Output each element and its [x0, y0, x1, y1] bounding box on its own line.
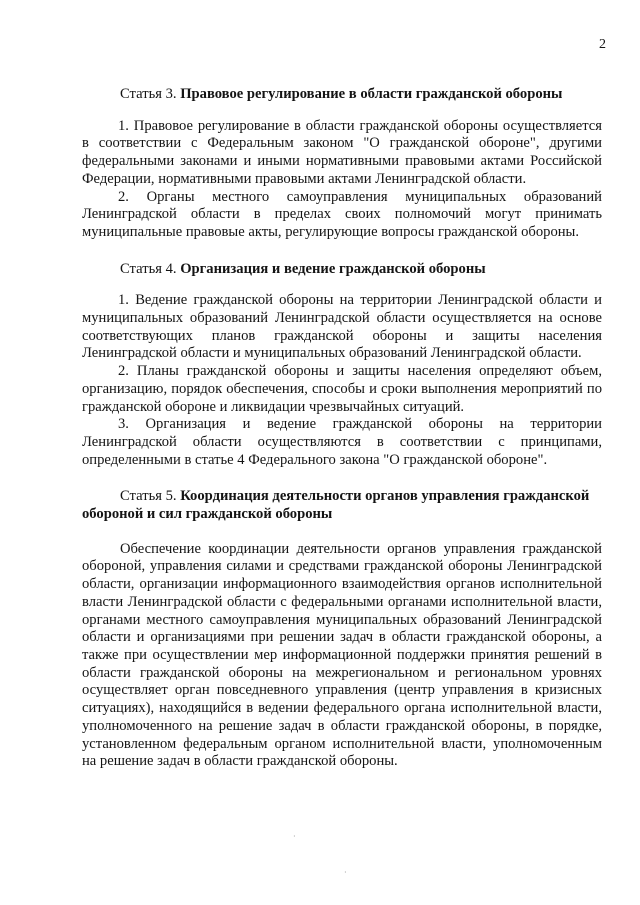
article-5 — [82, 488, 602, 771]
article-title: Правовое регулирование в области гражданской обороны — [180, 86, 563, 102]
article-paragraph: Обеспечение координации деятельности органов управления гражданской обороной, управления силами и средствами гражданской обороны Ленинградской области, организации информационного взаимодействия органов исполнительной власти Ленинградской области с федеральными органами исполнительной власти, органами местного самоуправления муниципальных образований Ленинградской области и организациями при решении задач в области гражданской обороны, а также при осуществлении мер информационной поддержки принятия решений в области гражданской обороны на межрегиональном и региональном уровнях осуществляет орган повседневного управления (центр управления в кризисных ситуациях), находящийся в ведении федерального органа исполнительной власти, уполномоченного на решение задач в области гражданской обороны, в порядке, установленном федеральным органом исполнительной власти, уполномоченным на решение задач в области гражданской обороны. — [82, 540, 602, 770]
document-body — [82, 86, 602, 771]
article-title: Организация и ведение гражданской обороны — [180, 260, 486, 277]
article-paragraph: 1. Ведение гражданской обороны на территории Ленинградской области и муниципальных образований Ленинградской области осуществляется на основе соответствующих планов гражданской обороны и защиты населения Ленинградской области и муниципальных образований Ленинградской области. — [82, 292, 602, 362]
article-heading — [82, 86, 602, 104]
article-paragraph: 2. Планы гражданской обороны и защиты населения определяют объем, организацию, порядок обеспечения, способы и сроки выполнения мероприятий по гражданской обороне и ликвидации чрезвычайных ситуаций. — [82, 363, 602, 415]
article-label: Статья 4. — [120, 260, 177, 277]
article-4 — [82, 261, 602, 470]
page-number: 2 — [599, 37, 606, 52]
article-heading — [82, 261, 602, 279]
article-heading — [82, 488, 602, 523]
article-paragraph: 3. Организация и ведение гражданской обороны на территории Ленинградской области осуществляются в соответствии с принципами, определенными в статье 4 Федерального закона "О гражданской обороне". — [82, 416, 602, 468]
article-3 — [82, 86, 602, 242]
scan-speck: · — [344, 868, 347, 877]
article-paragraph: 2. Органы местного самоуправления муниципальных образований Ленинградской области в пределах своих полномочий могут принимать муниципальные правовые акты, регулирующие вопросы гражданской обороны. — [82, 188, 602, 240]
article-label: Статья 5. — [120, 488, 177, 505]
article-title: Координация деятельности органов управления гражданской обороной и сил гражданской обороны — [82, 488, 590, 523]
article-label: Статья 3. — [120, 86, 177, 102]
scan-speck: · — [293, 832, 296, 841]
article-paragraph: 1. Правовое регулирование в области гражданской обороны осуществляется в соответствии с Федеральным законом "О гражданской обороне", другими федеральными законами и иными нормативными правовыми актами Российской Федерации, нормативными правовыми актами Ленинградской области. — [82, 117, 602, 187]
